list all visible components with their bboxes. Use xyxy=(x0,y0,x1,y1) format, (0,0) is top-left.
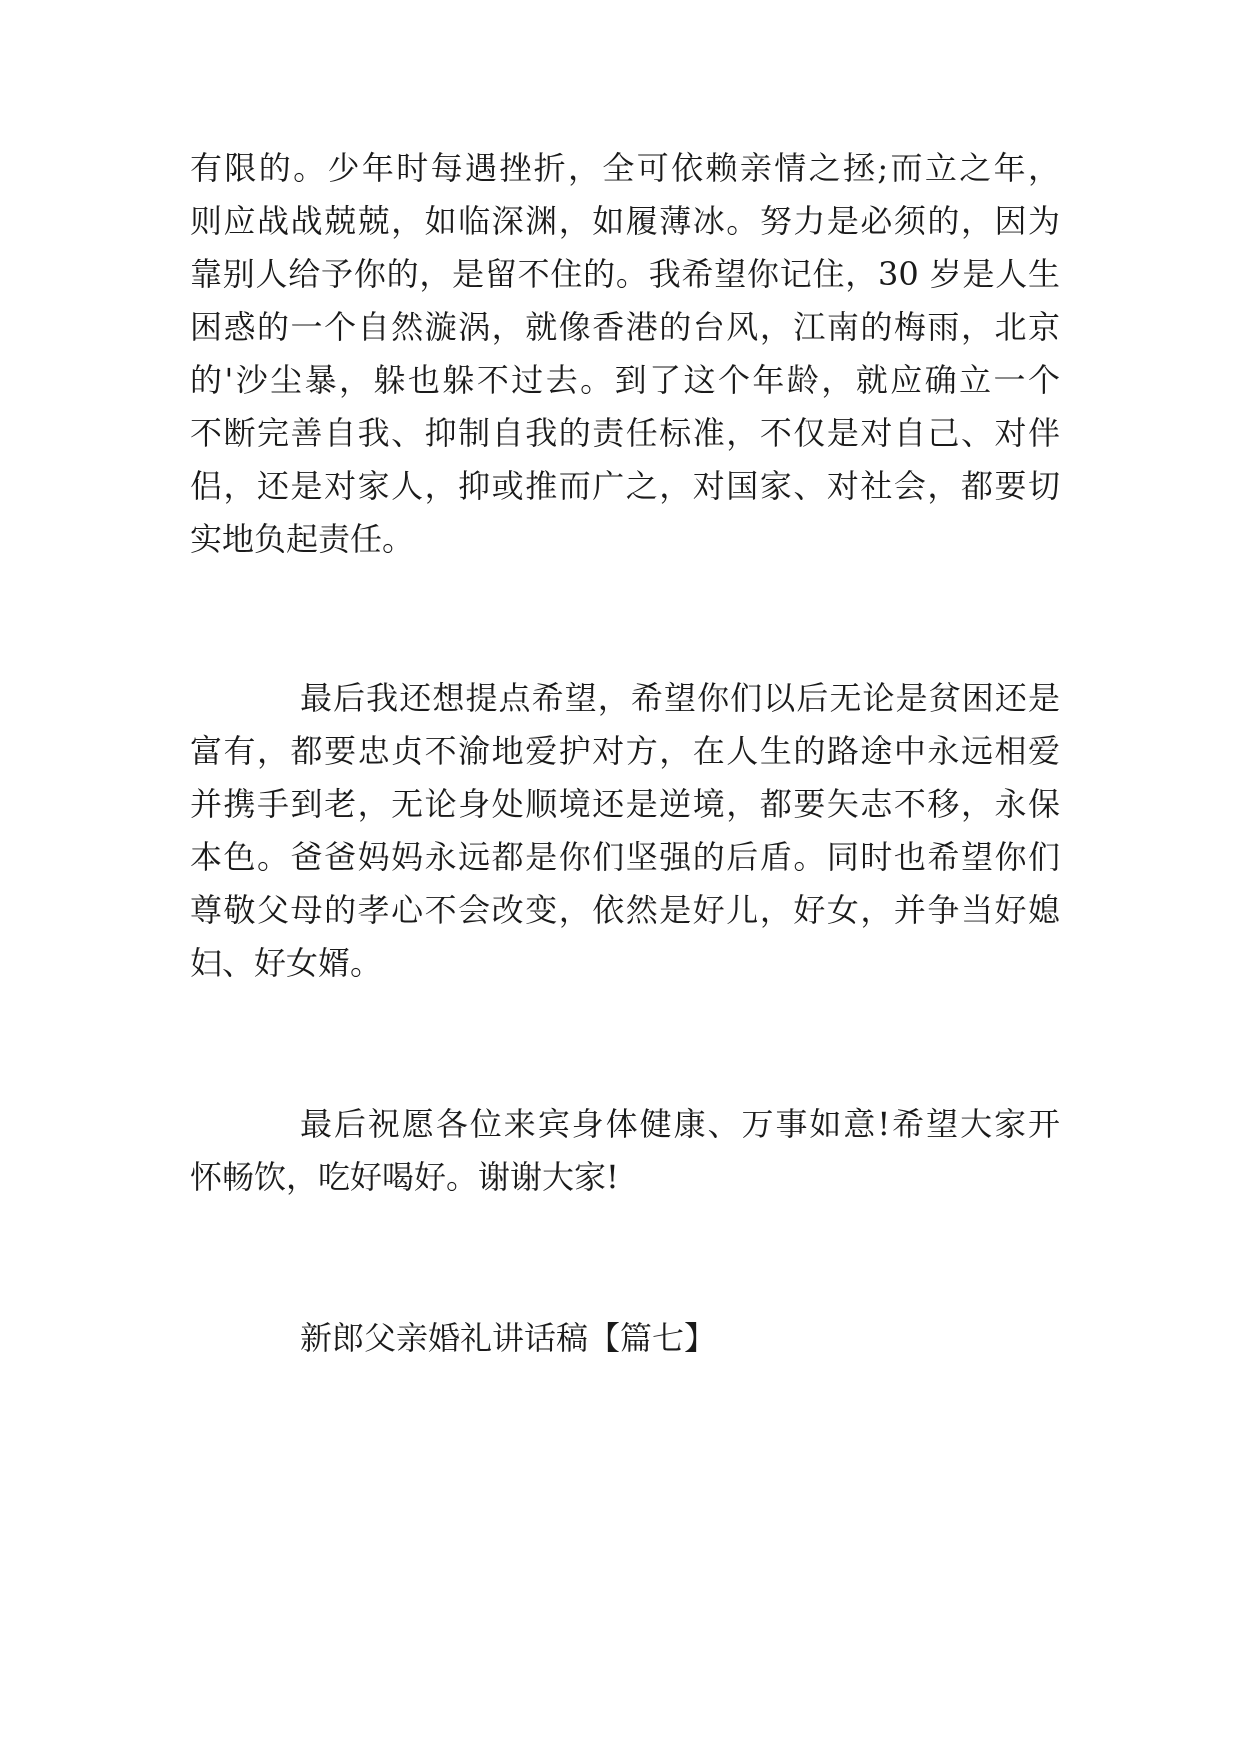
paragraph-line: 靠别人给予你的，是留不住的。我希望你记住，30 岁是人生 xyxy=(190,255,1060,293)
paragraph-line: 实地负起责任。 xyxy=(190,520,415,558)
paragraph-line: 有限的。少年时每遇挫折，全可依赖亲情之拯;而立之年， xyxy=(190,149,1060,187)
paragraph-line: 困惑的一个自然漩涡，就像香港的台风，江南的梅雨，北京 xyxy=(190,308,1060,346)
paragraph-line: 本色。爸爸妈妈永远都是你们坚强的后盾。同时也希望你们 xyxy=(190,838,1060,876)
paragraph-line: 则应战战兢兢，如临深渊，如履薄冰。努力是必须的，因为 xyxy=(190,202,1060,240)
paragraph-line: 侣，还是对家人，抑或推而广之，对国家、对社会，都要切 xyxy=(190,467,1060,505)
paragraph-line: 怀畅饮，吃好喝好。谢谢大家! xyxy=(190,1158,619,1196)
paragraph-line: 不断完善自我、抑制自我的责任标准，不仅是对自己、对伴 xyxy=(190,414,1060,452)
paragraph-line: 妇、好女婿。 xyxy=(190,944,383,982)
paragraph-line: 富有，都要忠贞不渝地爱护对方，在人生的路途中永远相爱 xyxy=(190,732,1060,770)
paragraph-line: 的'沙尘暴，躲也躲不过去。到了这个年龄，就应确立一个 xyxy=(190,361,1060,399)
paragraph-line: 最后我还想提点希望，希望你们以后无论是贫困还是 xyxy=(300,679,1060,717)
section-heading: 新郎父亲婚礼讲话稿【篇七】 xyxy=(300,1319,717,1357)
paragraph-line: 尊敬父母的孝心不会改变，依然是好儿，好女，并争当好媳 xyxy=(190,891,1060,929)
paragraph-line: 最后祝愿各位来宾身体健康、万事如意!希望大家开 xyxy=(300,1105,1060,1143)
paragraph-line: 并携手到老，无论身处顺境还是逆境，都要矢志不移，永保 xyxy=(190,785,1060,823)
